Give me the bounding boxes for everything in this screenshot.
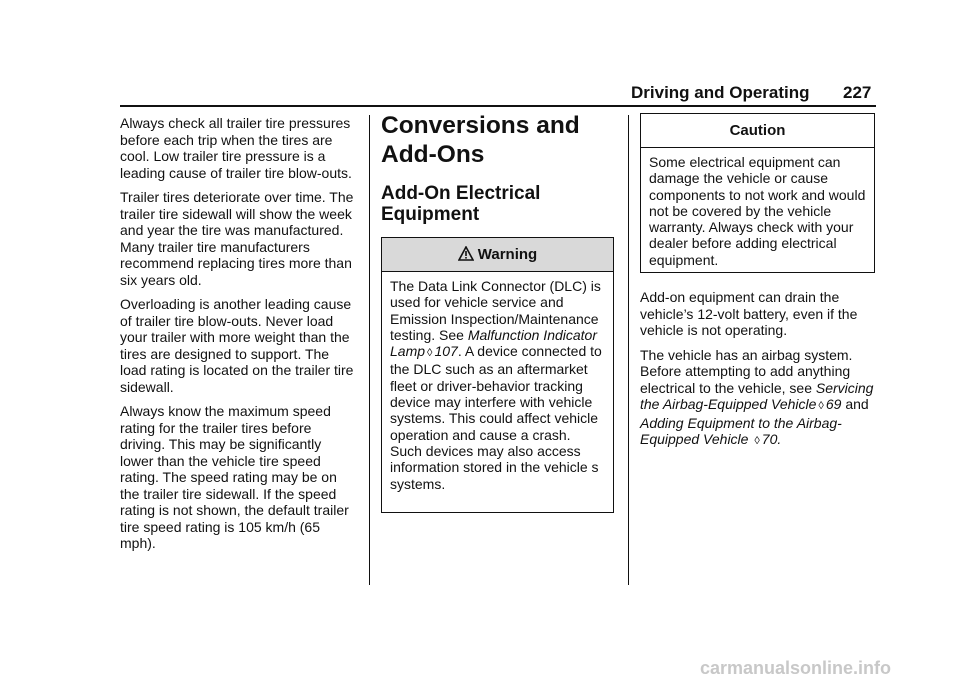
ref-adding-equipment-airbag-vehicle[interactable]: Adding Equipment to the Airbag-Equipped Vehicle	[640, 414, 842, 447]
ref-servicing-airbag-vehicle[interactable]: Servicing the Airbag-Equipped Vehicle	[640, 379, 874, 412]
airbag-text: The vehicle has an airbag system. Before attempting to add anything electrical to the vehicle, see	[640, 346, 853, 396]
paragraph-overloading: Overloading is another leading cause of trailer tire blow-outs. Never load your trailer with more weight than the tires are designed to support. The load rating is located on the trailer tire sidewall.	[120, 296, 354, 395]
heading-conversions-add-ons: Conversions and Add-Ons	[381, 112, 580, 168]
header-rule	[120, 105, 876, 107]
warning-text-b: . A device connected to the DLC such as an aftermarket fleet or driver-behavior tracking device may interfere with vehicle systems. This could affect vehicle operation and cause a crash. Such devices may also access information stored in the vehicle s systems.	[390, 343, 602, 492]
and-word: and	[845, 396, 869, 412]
section-title: Driving and Operating	[631, 83, 810, 102]
column-1	[120, 115, 358, 560]
paragraph-speed-rating: Always know the maximum speed rating for the trailer tires before driving. This may be significantly lower than the vehicle tire speed rating. The speed rating may be on the trailer tire sidewall. If the speed rating is not shown, the default trailer tire speed rating is 105 km/h (65 mph).	[120, 403, 349, 551]
warning-text-a: The Data Link Connector (DLC) is used for vehicle service and Emission Inspection/Maintenance testing. See	[390, 278, 601, 343]
ref-page-70[interactable]: 70	[761, 431, 778, 447]
ref-page-107[interactable]: 107	[434, 343, 458, 360]
page-number: 227	[843, 83, 872, 102]
ref-malfunction-indicator-lamp[interactable]: Malfunction Indicator Lamp	[390, 326, 598, 360]
warning-title: Warning	[477, 246, 538, 263]
period: .	[777, 431, 782, 447]
caution-body: Some electrical equipment can damage the vehicle or cause components to not work and would not be covered by the vehicle warranty. Always check with your dealer before adding electrical equipment.	[649, 154, 866, 268]
caution-box	[640, 113, 875, 273]
paragraph-airbag	[640, 347, 876, 450]
heading-add-on-electrical-equipment: Add-On Electrical Equipment	[381, 183, 541, 225]
ref-glyph: ◊	[818, 400, 824, 412]
ref-page-69[interactable]: 69	[825, 396, 842, 412]
caution-header: Caution	[641, 114, 874, 148]
ref-glyph: ◊	[427, 347, 433, 360]
warning-header	[382, 238, 613, 272]
paragraph-tire-age: Trailer tires deteriorate over time. The trailer tire sidewall will show the week and year the tire was manufactured. Many trailer tire manufacturers recommend replacing tires more than six years old.	[120, 189, 354, 288]
ref-glyph: ◊	[754, 435, 760, 447]
column-divider-left	[369, 115, 370, 585]
warning-triangle-icon	[458, 240, 474, 274]
column-divider-right	[628, 115, 629, 585]
paragraph-tire-pressure: Always check all trailer tire pressures before each trip when the tires are cool. Low trailer tire pressure is a leading cause of trailer tire blow-outs.	[120, 115, 352, 181]
warning-body	[382, 272, 613, 492]
column-3-text	[640, 289, 876, 450]
paragraph-battery-drain: Add-on equipment can drain the vehicle’s 12-volt battery, even if the vehicle is not operating.	[640, 289, 858, 338]
column-3	[640, 113, 876, 458]
column-2	[381, 111, 617, 513]
footer-watermark: carmanualsonline.info	[700, 658, 892, 678]
warning-box	[381, 237, 614, 513]
